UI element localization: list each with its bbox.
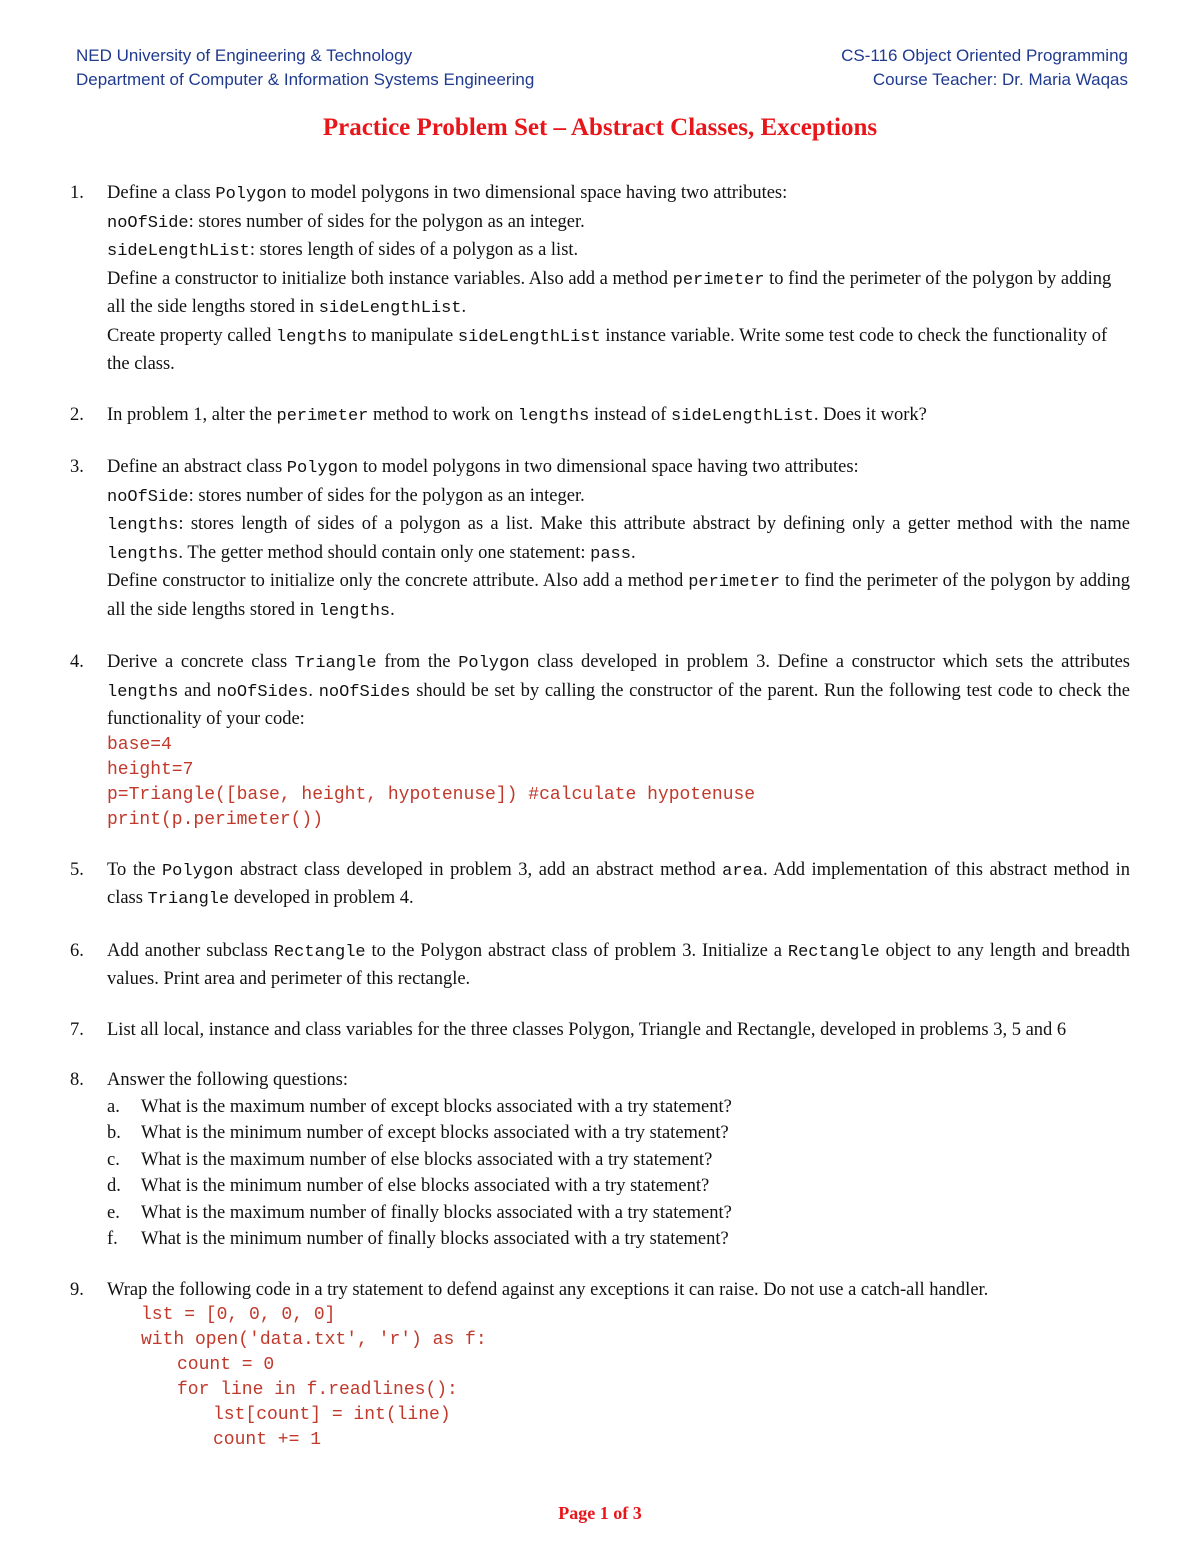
problem-2: 2. In problem 1, alter the perimeter method to work on lengths instead of sideLengthList. Does it work? xyxy=(70,402,1130,431)
page-title: Practice Problem Set – Abstract Classes, Exceptions xyxy=(322,114,878,141)
problem-3: 3. Define an abstract class Polygon to model polygons in two dimensional space having two attributes: noOfSide: stores number of sides for the polygon as an integer. lengths: stores length of sides of a polygon as a list. Make this attribute abstract by defining only a getter method with the name lengths. The getter method should contain only one statement: pass. Define constructor to initialize only the concrete attribute. Also add a method perimeter to find the perimeter of the polygon by adding all the side lengths stored in lengths. xyxy=(70,454,1130,625)
code-line: lst[count] = int(line) xyxy=(213,1405,451,1425)
course-name: CS-116 Object Oriented Programming xyxy=(841,46,1128,65)
problem-number: 3. xyxy=(70,457,84,477)
code-line: base=4 xyxy=(107,734,172,755)
header-left xyxy=(76,44,534,92)
problem-list xyxy=(70,180,1130,1477)
code-block xyxy=(107,733,1130,833)
code-line: for line in f.readlines(): xyxy=(177,1380,458,1400)
code-line: p=Triangle([base, height, hypotenuse]) #calculate hypotenuse xyxy=(107,784,756,805)
problem-number: 2. xyxy=(70,404,84,425)
code-line: count = 0 xyxy=(177,1355,275,1375)
sub-question: c. What is the maximum number of else blocks associated with a try statement? xyxy=(107,1149,713,1170)
problem-number: 1. xyxy=(70,183,84,203)
problem-number: 8. xyxy=(70,1070,84,1090)
problem-number: 6. xyxy=(70,940,84,961)
problem-5: 5. To the Polygon abstract class developed in problem 3, add an abstract method area. Add implementation of this abstract method in class Triangle developed in problem 4. xyxy=(70,857,1130,914)
university-name: NED University of Engineering & Technology xyxy=(76,46,413,65)
problem-4: 4. Derive a concrete class Triangle from the Polygon class developed in problem 3. Define a constructor which sets the attributes lengths and noOfSides. noOfSides should be set by calling the constructor of the parent. Run the following test code to check the functionality of your code: base=4 height=7 p=Triangle([base, height, hypotenuse]) #calculate hypotenuse print(p.perimeter()) xyxy=(70,649,1130,833)
code-block xyxy=(107,1303,1130,1453)
department-name: Department of Computer & Information Systems Engineering xyxy=(76,70,535,89)
code-line: count += 1 xyxy=(213,1430,322,1450)
code-line: lst = [0, 0, 0, 0] xyxy=(141,1305,336,1325)
problem-number: 5. xyxy=(70,859,84,880)
problem-number: 9. xyxy=(70,1279,84,1300)
sub-question: e. What is the maximum number of finally blocks associated with a try statement? xyxy=(107,1202,732,1223)
code-line: with open('data.txt', 'r') as f: xyxy=(141,1330,487,1350)
problem-6: 6. Add another subclass Rectangle to the Polygon abstract class of problem 3. Initialize a Rectangle object to any length and breadth values. Print area and perimeter of this rectangle. xyxy=(70,938,1130,993)
course-teacher: Course Teacher: Dr. Maria Waqas xyxy=(872,70,1128,89)
problem-8: 8. Answer the following questions: a. What is the maximum number of except blocks associated with a try statement? b. What is the minimum number of except blocks associated with a try statement? c. What is the maximum number of else blocks associated with a try statement? d. What is the minimum number of else blocks associated with a try statement? e. What is the maximum number of finally blocks associated with a try statement? f. What is the minimum number of finally blocks associated with a try statement? xyxy=(70,1067,1130,1253)
problem-1: 1. Define a class Polygon to model polygons in two dimensional space having two attributes: noOfSide: stores number of sides for the polygon as an integer. sideLengthList: stores length of sides of a polygon as a list. Define a constructor to initialize both instance variables. Also add a method perimeter to find the perimeter of the polygon by adding all the side lengths stored in sideLengthList. Create property called lengths to manipulate sideLengthList instance variable. Write some test code to check the functionality of the class. xyxy=(70,180,1130,378)
problem-9: 9. Wrap the following code in a try statement to defend against any exceptions it can raise. Do not use a catch-all handler. lst = [0, 0, 0, 0] with open('data.txt', 'r') as f: count = 0 for line in f.readlines(): lst[count] = int(line) count += 1 xyxy=(70,1277,1130,1454)
sub-question: f. What is the minimum number of finally blocks associated with a try statement? xyxy=(107,1229,729,1249)
header-right xyxy=(841,44,1128,92)
problem-number: 7. xyxy=(70,1019,84,1040)
page-header xyxy=(76,44,1128,94)
sub-question: d. What is the minimum number of else blocks associated with a try statement? xyxy=(107,1176,710,1196)
code-line: height=7 xyxy=(107,759,194,780)
problem-number: 4. xyxy=(70,652,84,672)
page-footer: Page 1 of 3 xyxy=(558,1503,642,1523)
code-line: print(p.perimeter()) xyxy=(107,809,324,830)
sub-question: a. What is the maximum number of except blocks associated with a try statement? xyxy=(107,1096,732,1117)
problem-7: 7. List all local, instance and class variables for the three classes Polygon, Triangle and Rectangle, developed in problems 3, 5 and 6 xyxy=(70,1017,1130,1044)
sub-question: b. What is the minimum number of except blocks associated with a try statement? xyxy=(107,1123,729,1143)
